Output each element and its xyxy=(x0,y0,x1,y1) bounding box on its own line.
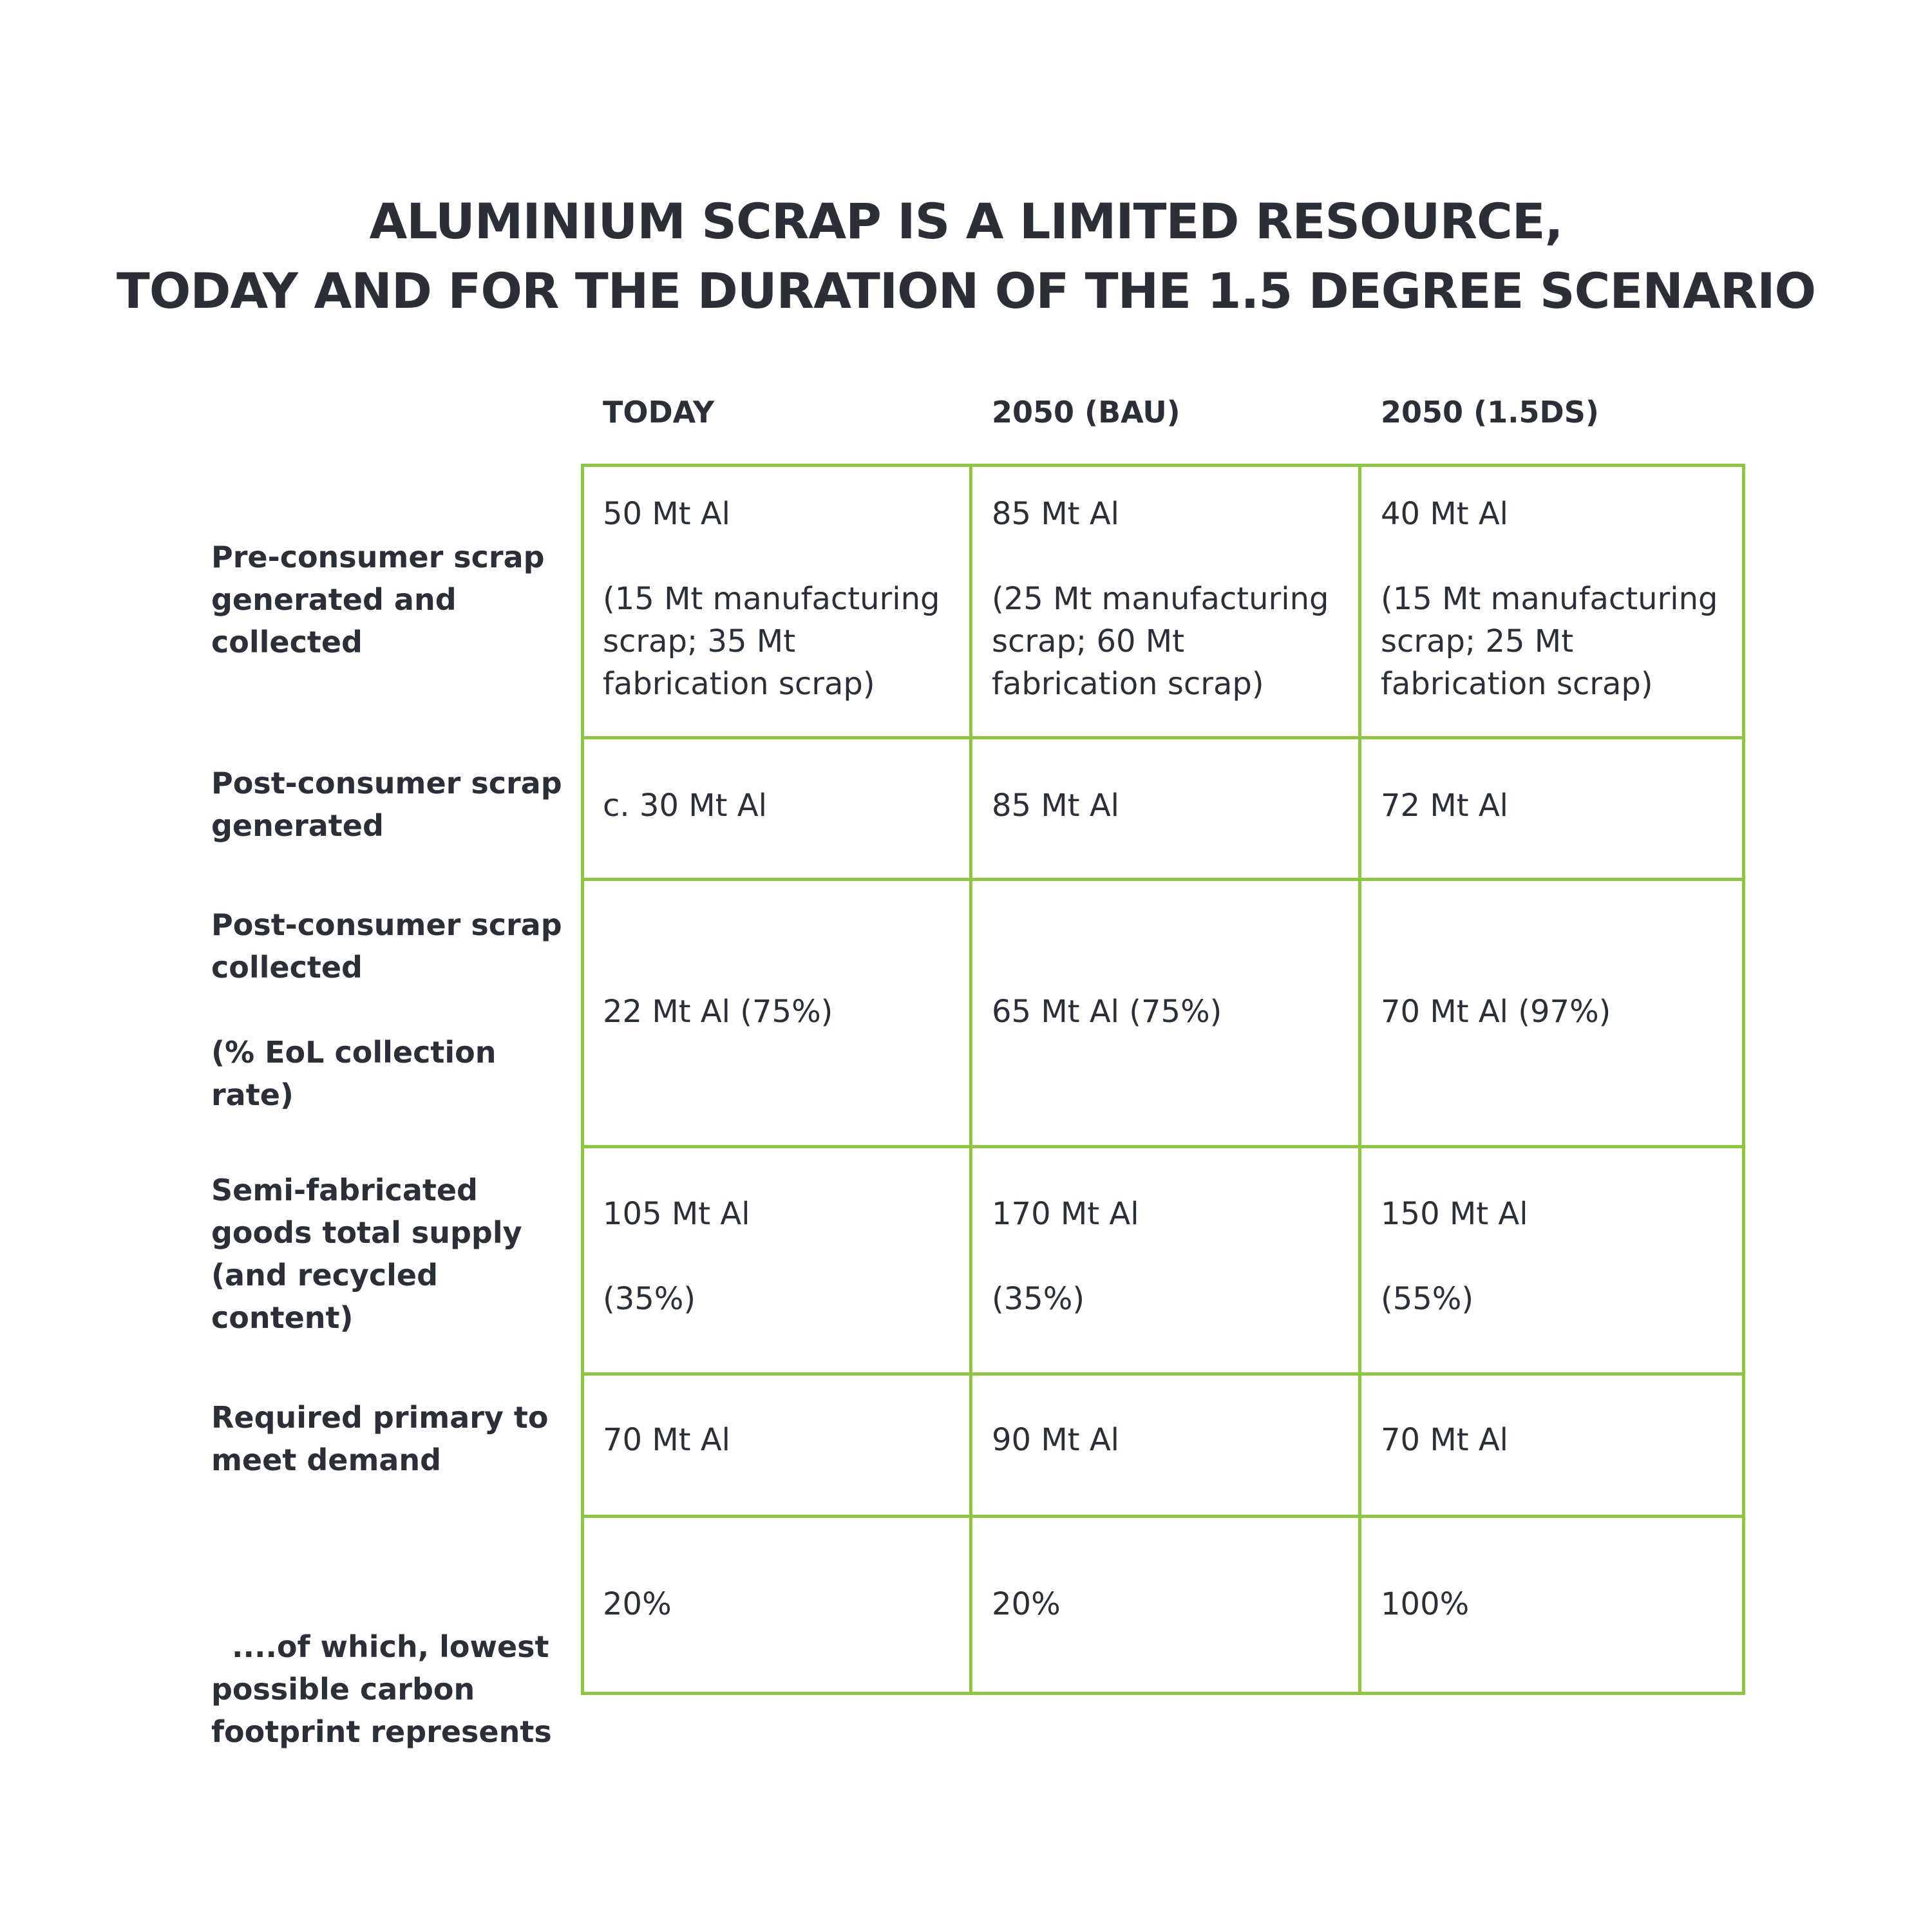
table-cell xyxy=(1381,990,1741,1033)
table-cell xyxy=(1381,1583,1741,1625)
cell-value: 65 Mt Al (75%) xyxy=(992,994,1222,1030)
table-cell xyxy=(603,1193,963,1320)
table-cell xyxy=(992,493,1352,705)
table-cell xyxy=(603,784,963,827)
cell-value: 170 Mt Al xyxy=(992,1196,1139,1232)
cell-value: 70 Mt Al xyxy=(1381,1422,1508,1458)
cell-value: c. 30 Mt Al xyxy=(603,788,767,824)
table-cell xyxy=(1381,1419,1741,1461)
cell-note: (25 Mt manufacturing scrap; 60 Mt fabrication scrap) xyxy=(992,581,1329,702)
cell-note: (15 Mt manufacturing scrap; 35 Mt fabrication scrap) xyxy=(603,581,940,702)
table-divider xyxy=(584,736,1742,739)
title-line-1: ALUMINIUM SCRAP IS A LIMITED RESOURCE, xyxy=(369,193,1563,250)
table-cell xyxy=(603,1419,963,1461)
cell-value: 85 Mt Al xyxy=(992,788,1119,824)
column-header-2050-bau: 2050 (BAU) xyxy=(992,395,1180,430)
column-header-today: TODAY xyxy=(603,395,715,430)
cell-value: 90 Mt Al xyxy=(992,1422,1119,1458)
table-cell xyxy=(992,784,1352,827)
cell-note: (55%) xyxy=(1381,1281,1474,1317)
table-cell xyxy=(992,1419,1352,1461)
table-cell xyxy=(1381,493,1741,705)
cell-value: 20% xyxy=(603,1586,672,1622)
column-header-2050-1-5ds: 2050 (1.5DS) xyxy=(1381,395,1599,430)
cell-value: 150 Mt Al xyxy=(1381,1196,1528,1232)
cell-note: (35%) xyxy=(992,1281,1085,1317)
table-divider xyxy=(1358,467,1361,1692)
table-divider xyxy=(584,1145,1742,1148)
table-divider xyxy=(584,1515,1742,1518)
table-cell xyxy=(603,493,963,705)
table-cell xyxy=(992,1583,1352,1625)
table-divider xyxy=(969,467,972,1692)
table-cell xyxy=(1381,1193,1741,1320)
cell-value: 70 Mt Al xyxy=(603,1422,730,1458)
cell-value: 100% xyxy=(1381,1586,1470,1622)
row-label-post-consumer-generated: Post-consumer scrap generated xyxy=(211,766,562,843)
cell-value: 40 Mt Al xyxy=(1381,496,1508,532)
cell-value: 70 Mt Al (97%) xyxy=(1381,994,1611,1030)
cell-value: 105 Mt Al xyxy=(603,1196,750,1232)
table-cell xyxy=(992,990,1352,1033)
cell-note: (15 Mt manufacturing scrap; 25 Mt fabrication scrap) xyxy=(1381,581,1718,702)
cell-value: 22 Mt Al (75%) xyxy=(603,994,833,1030)
table-cell xyxy=(992,1193,1352,1320)
row-label-required-primary: Required primary to meet demand xyxy=(211,1400,549,1477)
row-label-semi-fabricated-goods: Semi-fabricated goods total supply (and recycled content) xyxy=(211,1173,522,1335)
table-divider xyxy=(584,1372,1742,1376)
row-label-lowest-carbon-footprint: ....of which, lowest possible carbon footprint represents xyxy=(211,1629,560,1749)
table-divider xyxy=(584,878,1742,881)
cell-value: 20% xyxy=(992,1586,1061,1622)
table-cell xyxy=(1381,784,1741,827)
table-cell xyxy=(603,990,963,1033)
cell-value: 50 Mt Al xyxy=(603,496,730,532)
row-label-pre-consumer-scrap: Pre-consumer scrap generated and collected xyxy=(211,540,545,659)
page-title xyxy=(0,187,1932,326)
cell-value: 72 Mt Al xyxy=(1381,788,1508,824)
table-cell xyxy=(603,1583,963,1625)
row-label-post-consumer-collected: Post-consumer scrap collected (% EoL collection rate) xyxy=(211,907,562,1112)
cell-note: (35%) xyxy=(603,1281,696,1317)
cell-value: 85 Mt Al xyxy=(992,496,1119,532)
title-line-2: TODAY AND FOR THE DURATION OF THE 1.5 DEGREE SCENARIO xyxy=(116,262,1816,319)
